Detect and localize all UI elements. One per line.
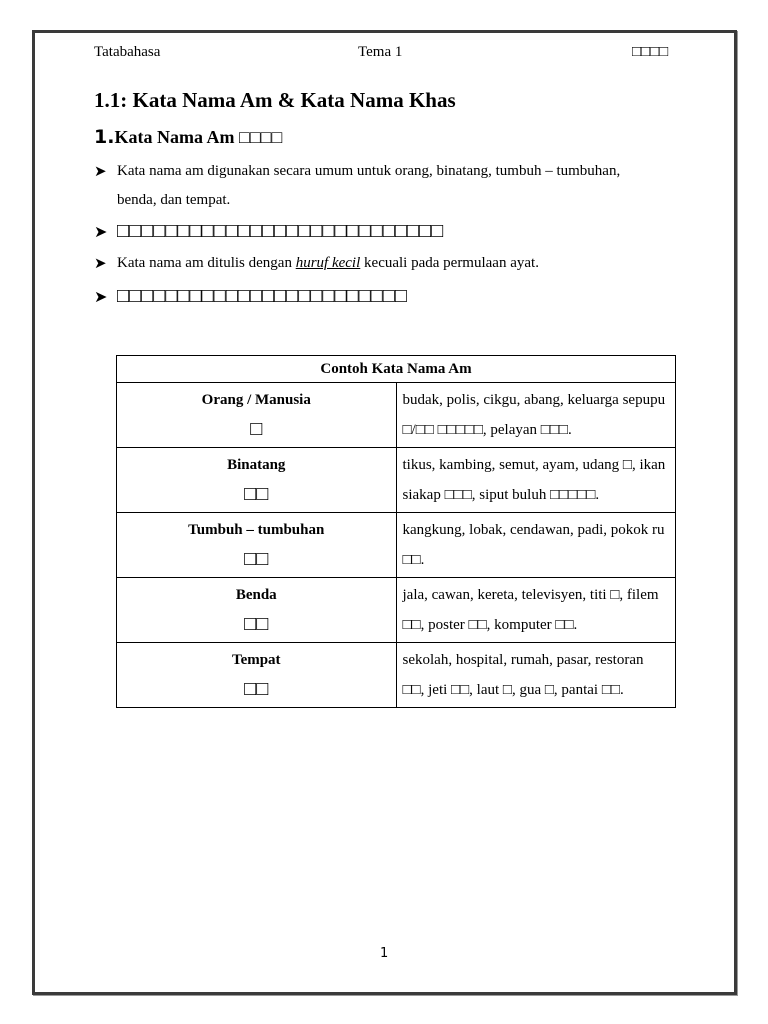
bullet-item: [94, 282, 654, 311]
category-cell: [117, 578, 397, 643]
bullet-item: [94, 157, 654, 215]
header-subject: Tatabahasa: [94, 44, 161, 60]
table-row: [117, 578, 676, 643]
header-theme: Tema 1: [358, 44, 403, 60]
bullet-text-part: kecuali pada permulaan ayat.: [360, 255, 539, 271]
category-name-chinese: □□: [244, 548, 269, 570]
emphasis-text: huruf kecil: [295, 255, 361, 271]
bullet-item: [94, 217, 654, 246]
category-name-chinese: □□: [244, 613, 269, 635]
header-chinese-label: □□□□: [632, 44, 669, 60]
arrow-bullet-icon: ➤: [94, 162, 107, 180]
arrow-bullet-icon: ➤: [94, 287, 108, 306]
arrow-bullet-icon: ➤: [94, 222, 108, 241]
bullet-item: [94, 249, 654, 278]
bullet-text: [94, 249, 654, 278]
bullet-text: Kata nama am digunakan secara umum untuk orang, binatang, tumbuh – tumbuhan, benda, dan tempat.: [117, 163, 621, 208]
category-name: Binatang: [227, 457, 286, 473]
table-row: [117, 383, 676, 448]
bullet-text: □□□□□□□□□□□□□□□□□□□□□□□□: [117, 285, 407, 307]
bullet-text-part: Kata nama am ditulis dengan: [117, 255, 296, 271]
page-number: 1: [380, 946, 389, 961]
table-caption: Contoh Kata Nama Am: [117, 356, 676, 383]
category-name: Benda: [235, 587, 277, 603]
examples-cell: kangkung, lobak, cendawan, padi, pokok ru □□.: [396, 513, 676, 578]
table-row: [117, 513, 676, 578]
category-name: Tempat: [231, 652, 281, 668]
examples-cell: budak, polis, cikgu, abang, keluarga sepupu □/□□ □□□□□, pelayan □□□.: [396, 383, 676, 448]
section-number: 1.: [94, 126, 115, 148]
category-name-chinese: □□: [244, 483, 269, 505]
examples-table: [116, 355, 676, 708]
category-cell: [117, 448, 397, 513]
section-heading-text: Kata Nama Am □□□□: [114, 127, 283, 147]
category-cell: [117, 513, 397, 578]
table-header-row: [117, 356, 676, 383]
category-name-chinese: □: [250, 418, 263, 440]
arrow-bullet-icon: ➤: [94, 254, 107, 272]
page-title: 1.1: Kata Nama Am & Kata Nama Khas: [94, 88, 456, 112]
table-row: [117, 643, 676, 708]
category-cell: [117, 383, 397, 448]
category-name-chinese: □□: [244, 678, 269, 700]
examples-cell: tikus, kambing, semut, ayam, udang □, ikan siakap □□□, siput buluh □□□□□.: [396, 448, 676, 513]
category-cell: [117, 643, 397, 708]
examples-cell: jala, cawan, kereta, televisyen, titi □, filem □□, poster □□, komputer □□.: [396, 578, 676, 643]
category-name: Tumbuh – tumbuhan: [188, 522, 325, 538]
bullet-text: □□□□□□□□□□□□□□□□□□□□□□□□□□□: [117, 220, 444, 242]
section-heading: [94, 126, 282, 148]
table-row: [117, 448, 676, 513]
category-name: Orang / Manusia: [201, 392, 311, 408]
examples-cell: sekolah, hospital, rumah, pasar, restoran □□, jeti □□, laut □, gua □, pantai □□.: [396, 643, 676, 708]
